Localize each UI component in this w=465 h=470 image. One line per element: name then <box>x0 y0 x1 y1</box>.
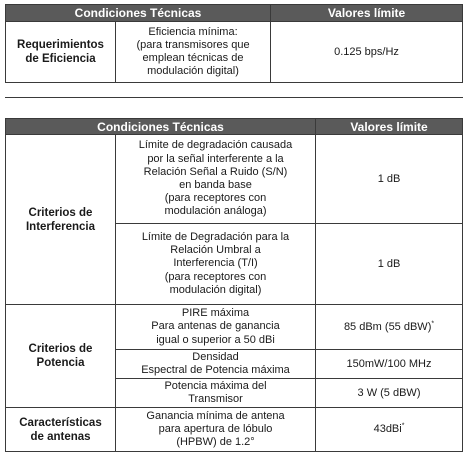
table-header-row <box>6 119 463 135</box>
category-power-cell: Criterios de Potencia <box>6 305 116 408</box>
table-header-row <box>6 5 463 22</box>
technical-conditions-table <box>5 118 463 452</box>
header-conditions: Condiciones Técnicas <box>6 119 316 135</box>
value-cell: 3 W (5 dBW) <box>316 379 463 408</box>
category-cell: Requerimientos de Eficiencia <box>6 22 116 83</box>
header-limit-values: Valores límite <box>316 119 463 135</box>
condition-cell: Potencia máxima del Transmisor <box>116 379 316 408</box>
condition-cell: Eficiencia mínima: (para transmisores que emplean técnicas de modulación digital) <box>116 22 271 83</box>
value-cell: 150mW/100 MHz <box>316 350 463 379</box>
value-cell: 1 dB <box>316 224 463 305</box>
condition-cell: Límite de Degradación para la Relación Umbral a Interferencia (T/I) (para receptores con modulación digital) <box>116 224 316 305</box>
condition-cell: PIRE máxima Para antenas de ganancia igual o superior a 50 dBi <box>116 305 316 350</box>
value-cell: 1 dB <box>316 135 463 224</box>
efficiency-table <box>5 4 463 83</box>
value-cell: 43dBi* <box>316 408 463 452</box>
table-row <box>6 408 463 452</box>
footnote-mark: * <box>401 422 405 430</box>
condition-cell: Ganancia mínima de antena para apertura de lóbulo (HPBW) de 1.2° <box>116 408 316 452</box>
condition-cell: Densidad Espectral de Potencia máxima <box>116 350 316 379</box>
header-conditions: Condiciones Técnicas <box>6 5 271 22</box>
category-antennas-cell: Características de antenas <box>6 408 116 452</box>
value-cell: 0.125 bps/Hz <box>271 22 463 83</box>
table-row <box>6 22 463 83</box>
category-interference-cell: Criterios de Interferencia <box>6 135 116 305</box>
footnote-mark: * <box>431 319 435 327</box>
table-row <box>6 305 463 350</box>
table-row <box>6 135 463 224</box>
section-divider <box>5 97 463 98</box>
header-limit-values: Valores límite <box>271 5 463 22</box>
condition-cell: Límite de degradación causada por la señal interferente a la Relación Señal a Ruido (S/N) en banda base (para receptores con modulación análoga) <box>116 135 316 224</box>
value-cell: 85 dBm (55 dBW)* <box>316 305 463 350</box>
